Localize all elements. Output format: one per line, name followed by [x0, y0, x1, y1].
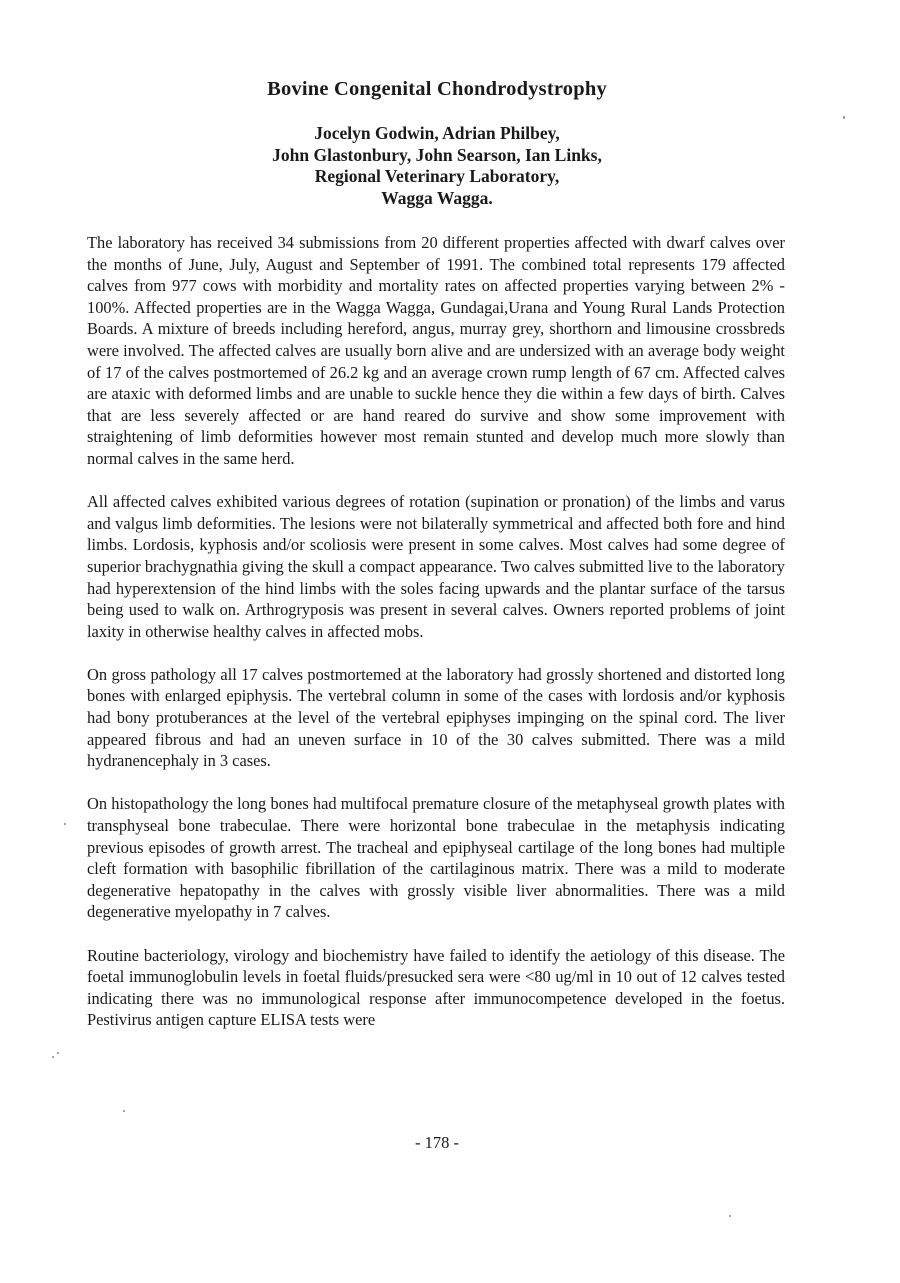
scan-speck	[843, 116, 845, 119]
paragraph-gross-pathology: On gross pathology all 17 calves postmortemed at the laboratory had grossly shortened and distorted long bones with enlarged epiphysis. The vertebral column in some of the cases with lordosis and/or kyphosis had bony protuberances at the level of the vertebral epiphyses impinging on the spinal cord. The liver appeared fibrous and had an uneven surface in 10 of the 30 calves submitted. There was a mild hydranencephaly in 3 cases.	[87, 664, 785, 771]
scan-speck	[123, 1110, 125, 1112]
location-line: Wagga Wagga.	[381, 187, 493, 208]
scan-speck	[64, 823, 66, 825]
paragraph-introduction: The laboratory has received 34 submissions from 20 different properties affected with dwarf calves over the months of June, July, August and September of 1991. The combined total represents 179 affected calves from 977 cows with morbidity and mortality rates on affected properties varying between 2% - 100%. Affected properties are in the Wagga Wagga, Gundagai,Urana and Young Rural Lands Protection Boards. A mixture of breeds including hereford, angus, murray grey, shorthorn and limousine crossbreds were involved. The affected calves are usually born alive and are undersized with an average body weight of 17 of the calves postmortemed of 26.2 kg and an average crown rump length of 67 cm. Affected calves are ataxic with deformed limbs and are unable to suckle hence they die within a few days of birth. Calves that are less severely affected or are hand reared do survive and show some improvement with straightening of limb deformities however most remain stunted and develop much more slowly than normal calves in the same herd.	[87, 233, 785, 468]
paragraph-aetiology: Routine bacteriology, virology and biochemistry have failed to identify the aetiology of this disease. The foetal immunoglobulin levels in foetal fluids/presucked sera were <80 ug/ml in 10 out of 12 calves tested indicating there was no immunological response after immunocompetence developed in the foetus. Pestivirus antigen capture ELISA tests were	[87, 945, 785, 1030]
paragraph-histopathology: On histopathology the long bones had multifocal premature closure of the metaphyseal growth plates with transphyseal bone trabeculae. There were horizontal bone trabeculae in the metaphysis indicating previous episodes of growth arrest. The tracheal and epiphyseal cartilage of the long bones had multiple cleft formation with basophilic fibrillation of the cartilaginous matrix. There was a mild to moderate degenerative hepatopathy in the calves with grossly visible liver abnormalities. There was a mild degenerative myelopathy in 7 calves.	[87, 794, 785, 922]
author-block	[0, 123, 874, 209]
scan-speck	[52, 1056, 54, 1058]
document-title: Bovine Congenital Chondrodystrophy	[267, 78, 607, 100]
page-number: - 178 -	[415, 1133, 459, 1152]
paragraph-clinical-signs: All affected calves exhibited various degrees of rotation (supination or pronation) of the limbs and varus and valgus limb deformities. The lesions were not bilaterally symmetrical and affected both fore and hind limbs. Lordosis, kyphosis and/or scoliosis were present in some calves. Most calves had some degree of superior brachygnathia giving the skull a compact appearance. Two calves submitted live to the laboratory had hyperextension of the hind limbs with the soles facing upwards and the plantar surface of the tarsus being used to walk on. Arthrogryposis was present in several calves. Owners reported problems of joint laxity in otherwise healthy calves in affected mobs.	[87, 492, 785, 641]
scan-speck	[57, 1052, 59, 1054]
author-line: Jocelyn Godwin, Adrian Philbey,	[314, 123, 560, 143]
scan-speck	[729, 1215, 731, 1217]
author-line: John Glastonbury, John Searson, Ian Links,	[272, 144, 602, 165]
affiliation-line: Regional Veterinary Laboratory,	[314, 166, 560, 186]
body-text	[87, 232, 785, 1053]
